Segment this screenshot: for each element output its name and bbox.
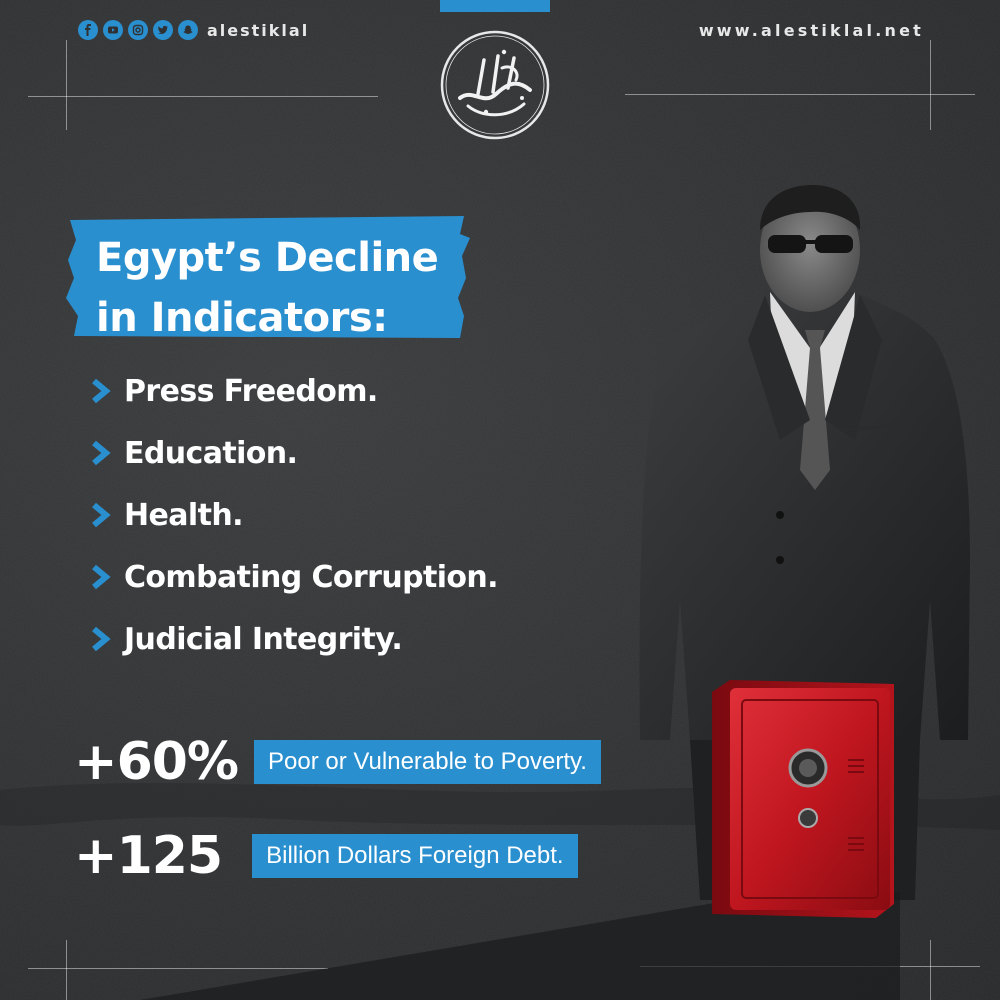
indicator-label: Health. xyxy=(124,497,243,533)
list-item xyxy=(90,546,498,608)
chevron-right-icon xyxy=(90,626,112,652)
list-item xyxy=(90,484,498,546)
indicator-label: Press Freedom. xyxy=(124,373,378,409)
frame-line xyxy=(66,940,67,1000)
stat-value: +125 xyxy=(74,826,223,886)
indicator-label: Judicial Integrity. xyxy=(124,621,403,657)
frame-line xyxy=(625,94,975,95)
list-item xyxy=(90,608,498,670)
chevron-right-icon xyxy=(90,440,112,466)
indicator-label: Combating Corruption. xyxy=(124,559,498,595)
snapchat-icon[interactable] xyxy=(178,20,198,40)
website-url[interactable]: www.alestiklal.net xyxy=(698,21,924,40)
title-block xyxy=(66,216,470,341)
stat-label: Billion Dollars Foreign Debt. xyxy=(252,834,577,878)
frame-line xyxy=(930,940,931,1000)
frame-line xyxy=(930,40,931,130)
instagram-icon[interactable] xyxy=(128,20,148,40)
youtube-icon[interactable] xyxy=(103,20,123,40)
chevron-right-icon xyxy=(90,564,112,590)
stat-value: +60% xyxy=(74,732,239,792)
top-accent-bar xyxy=(440,0,550,12)
page-title xyxy=(96,228,438,348)
safe-icon xyxy=(708,678,894,918)
stat-poverty xyxy=(74,732,601,792)
list-item xyxy=(90,360,498,422)
twitter-icon[interactable] xyxy=(153,20,173,40)
frame-line xyxy=(66,40,67,130)
alestiklal-logo xyxy=(438,28,552,142)
social-handle[interactable]: alestiklal xyxy=(207,20,310,40)
indicator-list xyxy=(90,360,498,670)
chevron-right-icon xyxy=(90,378,112,404)
social-bar xyxy=(78,20,309,40)
list-item xyxy=(90,422,498,484)
stat-label: Poor or Vulnerable to Poverty. xyxy=(254,740,601,784)
stat-debt xyxy=(74,826,578,886)
chevron-right-icon xyxy=(90,502,112,528)
title-line-2: in Indicators: xyxy=(96,295,388,341)
title-line-1: Egypt’s Decline xyxy=(96,235,439,281)
frame-line xyxy=(28,96,378,97)
indicator-label: Education. xyxy=(124,435,298,471)
facebook-icon[interactable] xyxy=(78,20,98,40)
